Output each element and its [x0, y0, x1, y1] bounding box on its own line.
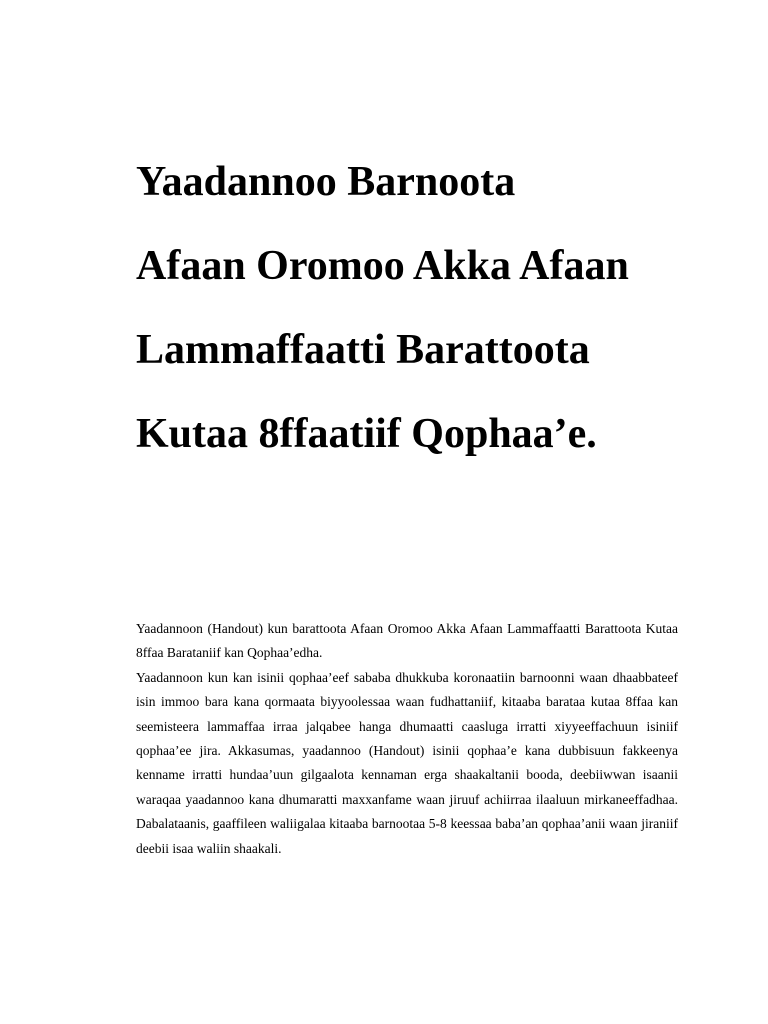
document-title — [136, 140, 696, 476]
title-line: Lammaffaatti Barattoota — [136, 327, 590, 373]
title-line: Yaadannoo Barnoota — [136, 159, 516, 205]
title-line: Afaan Oromoo Akka Afaan — [136, 243, 629, 289]
title-line: Kutaa 8ffaatiif Qophaa’e. — [136, 411, 597, 457]
body-text — [136, 617, 678, 861]
main-paragraph: Yaadannoon kun kan isinii qophaa’eef sababa dhukkuba koronaatiin barnoonni waan dhaabbateef isin immoo bara kana qormaata biyyoolessaa waan fudhattaniif, kitaaba barataa kutaa 8ffaa kan seemisteera lammaffaa irraa jalqabee hanga dhumaatti caasluga irratti xiyyeeffachuun isiniif qophaa’ee jira. Akkasumas, yaadannoo (Handout) isinii qophaa’e kana dubbisuun fakkeenya kenname irratti hundaa’uun gilgaalota kennaman erga shaakaltanii booda, deebiiwwan isaanii waraqaa yaadannoo kana dhumaratti maxxanfame waan jiruuf achiirraa ilaaluun mirkaneeffadhaa. Dabalataanis, gaaffileen waliigalaa kitaaba barnootaa 5-8 keessaa baba’an qophaa’anii waan jiraniif deebii isaa waliin shaakali. — [136, 669, 678, 856]
intro-paragraph: Yaadannoon (Handout) kun barattoota Afaan Oromoo Akka Afaan Lammaffaatti Barattoota Kutaa 8ffaa Barataniif kan Qophaa’edha. — [136, 621, 678, 661]
